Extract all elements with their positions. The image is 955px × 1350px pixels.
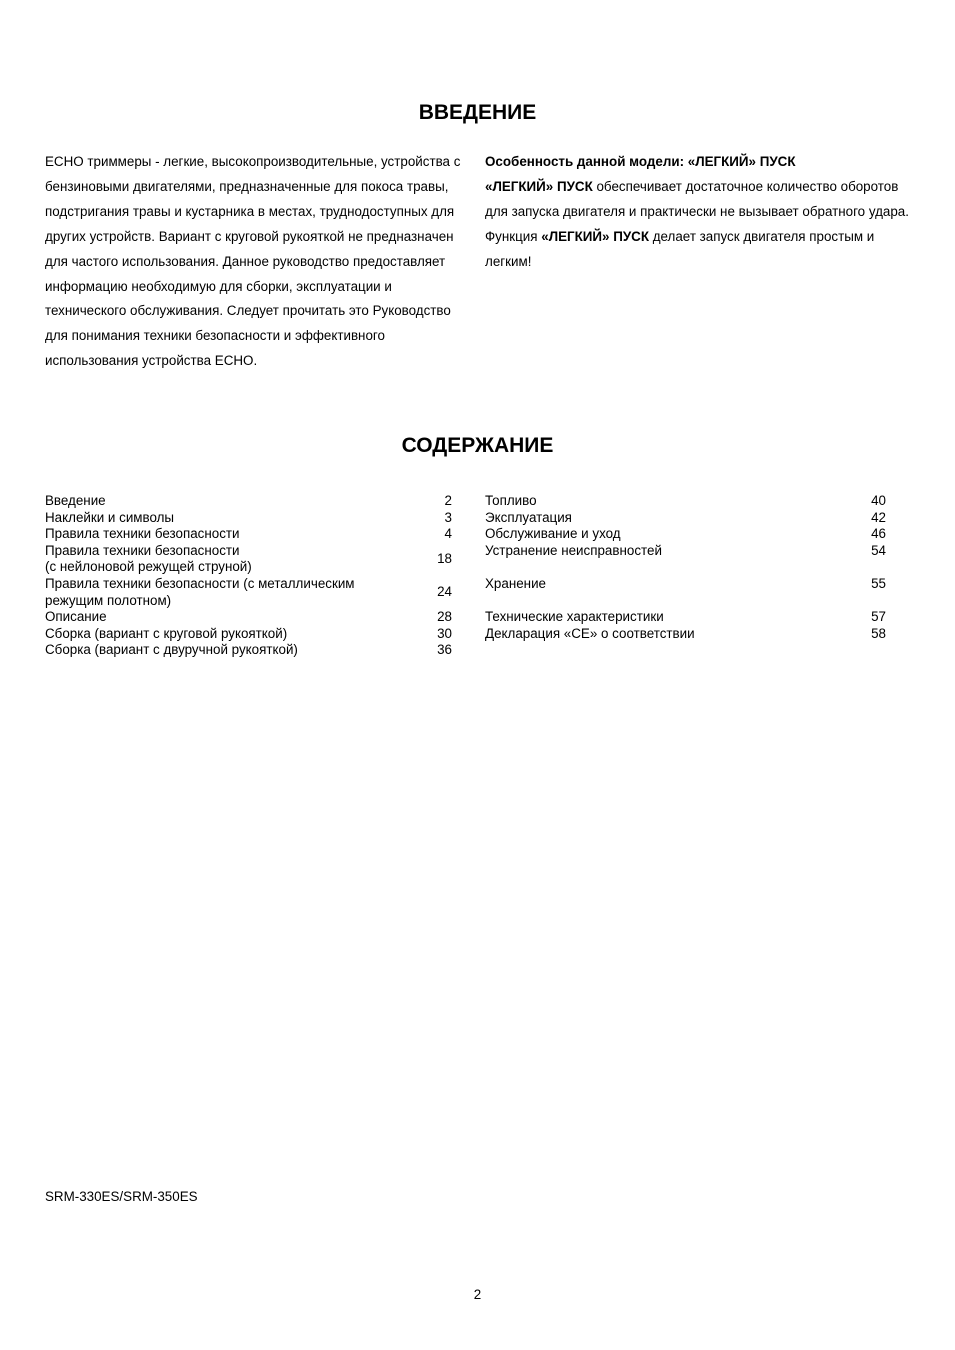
contents-left-table <box>45 493 452 659</box>
feature-prefix: Функция <box>485 228 542 244</box>
toc-entry-page: 2 <box>444 493 452 508</box>
toc-entry-title: Технические характеристики <box>485 609 664 625</box>
toc-entry <box>485 626 886 643</box>
toc-entry-page: 28 <box>437 609 452 625</box>
toc-entry-page: 42 <box>871 509 886 525</box>
toc-entry-page: 57 <box>871 609 886 625</box>
feature-name-2: «ЛЕГКИЙ» ПУСК <box>541 228 650 244</box>
toc-entry <box>485 609 886 626</box>
feature-paragraph-1 <box>485 175 915 225</box>
toc-entry <box>485 493 886 510</box>
toc-entry <box>485 526 886 543</box>
toc-entry-title: Описание <box>45 609 107 625</box>
toc-entry <box>45 576 452 609</box>
feature-name: «ЛЕГКИЙ» ПУСК <box>485 178 593 194</box>
toc-entry-title: Обслуживание и уход <box>485 526 621 542</box>
toc-entry-page: 4 <box>444 526 452 542</box>
toc-entry-title: Правила техники безопасности (с нейлоновой режущей струной) <box>45 542 252 575</box>
intro-left-column <box>45 150 470 374</box>
toc-entry <box>485 559 886 576</box>
toc-entry-title: Сборка (вариант с круговой рукояткой) <box>45 625 288 641</box>
toc-entry <box>485 576 886 593</box>
toc-entry-page: 3 <box>444 509 452 525</box>
toc-entry-page: 30 <box>437 625 452 641</box>
feature-summary: делает запуск двигателя простым и легким! <box>485 228 875 269</box>
toc-entry-title: Эксплуатация <box>485 509 572 525</box>
toc-entry <box>485 593 886 610</box>
contents-heading: СОДЕРЖАНИЕ <box>401 434 554 457</box>
toc-entry <box>45 543 452 576</box>
toc-entry <box>45 526 452 543</box>
toc-entry-title <box>485 559 859 576</box>
toc-entry-page: 18 <box>437 551 452 567</box>
toc-entry-page: 55 <box>871 575 886 591</box>
toc-entry <box>485 510 886 527</box>
toc-entry-page: 58 <box>871 625 886 641</box>
toc-entry <box>45 642 452 659</box>
toc-entry-title: Топливо <box>485 493 537 508</box>
toc-entry-title: Правила техники безопасности (с металлическим режущим полотном) <box>45 575 355 608</box>
feature-title: Особенность данной модели: «ЛЕГКИЙ» ПУСК <box>485 154 796 169</box>
toc-entry <box>45 626 452 643</box>
model-name: SRM-330ES/SRM-350ES <box>45 1189 198 1204</box>
toc-entry <box>485 543 886 560</box>
feature-paragraph-2 <box>485 225 915 275</box>
toc-entry-title: Правила техники безопасности <box>45 526 240 542</box>
toc-entry <box>45 609 452 626</box>
toc-entry-page: 24 <box>437 584 452 600</box>
feature-description: обеспечивает достаточное количество оборотов для запуска двигателя и практически не вызывает обратного удара. <box>485 178 909 219</box>
toc-entry-page: 40 <box>871 493 886 508</box>
toc-entry-title: Наклейки и символы <box>45 509 175 525</box>
contents-right-table <box>485 493 886 642</box>
intro-right-column <box>485 150 915 275</box>
intro-heading: ВВЕДЕНИЕ <box>418 101 537 124</box>
toc-entry-title: Сборка (вариант с двуручной рукояткой) <box>45 642 298 658</box>
toc-entry-page: 46 <box>871 526 886 542</box>
toc-entry-title: Декларация «CE» о соответствии <box>485 625 695 641</box>
intro-text: ECHO триммеры - легкие, высокопроизводительные, устройства с бензиновыми двигателями, предназначенные для покоса травы, подстригания травы и кустарника в местах, труднодоступных для других устройств. Вариант с круговой рукояткой не предназначен для частого использования. Данное руководство предоставляет информацию необходимую для сборки, эксплуатации и технического обслуживания. Следует прочитать это Руководство для понимания техники безопасности и эффективного использования устройства ECHO. <box>45 154 461 369</box>
toc-entry-page: 54 <box>871 542 886 558</box>
toc-entry-page <box>859 559 886 576</box>
toc-entry-title: Устранение неисправностей <box>485 542 662 558</box>
toc-entry-title: Введение <box>45 493 106 508</box>
toc-entry-title <box>485 593 859 610</box>
toc-entry <box>45 510 452 527</box>
toc-entry-page: 36 <box>437 642 452 658</box>
page-number: 2 <box>473 1287 482 1302</box>
toc-entry-page <box>859 593 886 610</box>
toc-entry-title: Хранение <box>485 575 546 591</box>
toc-entry <box>45 493 452 510</box>
